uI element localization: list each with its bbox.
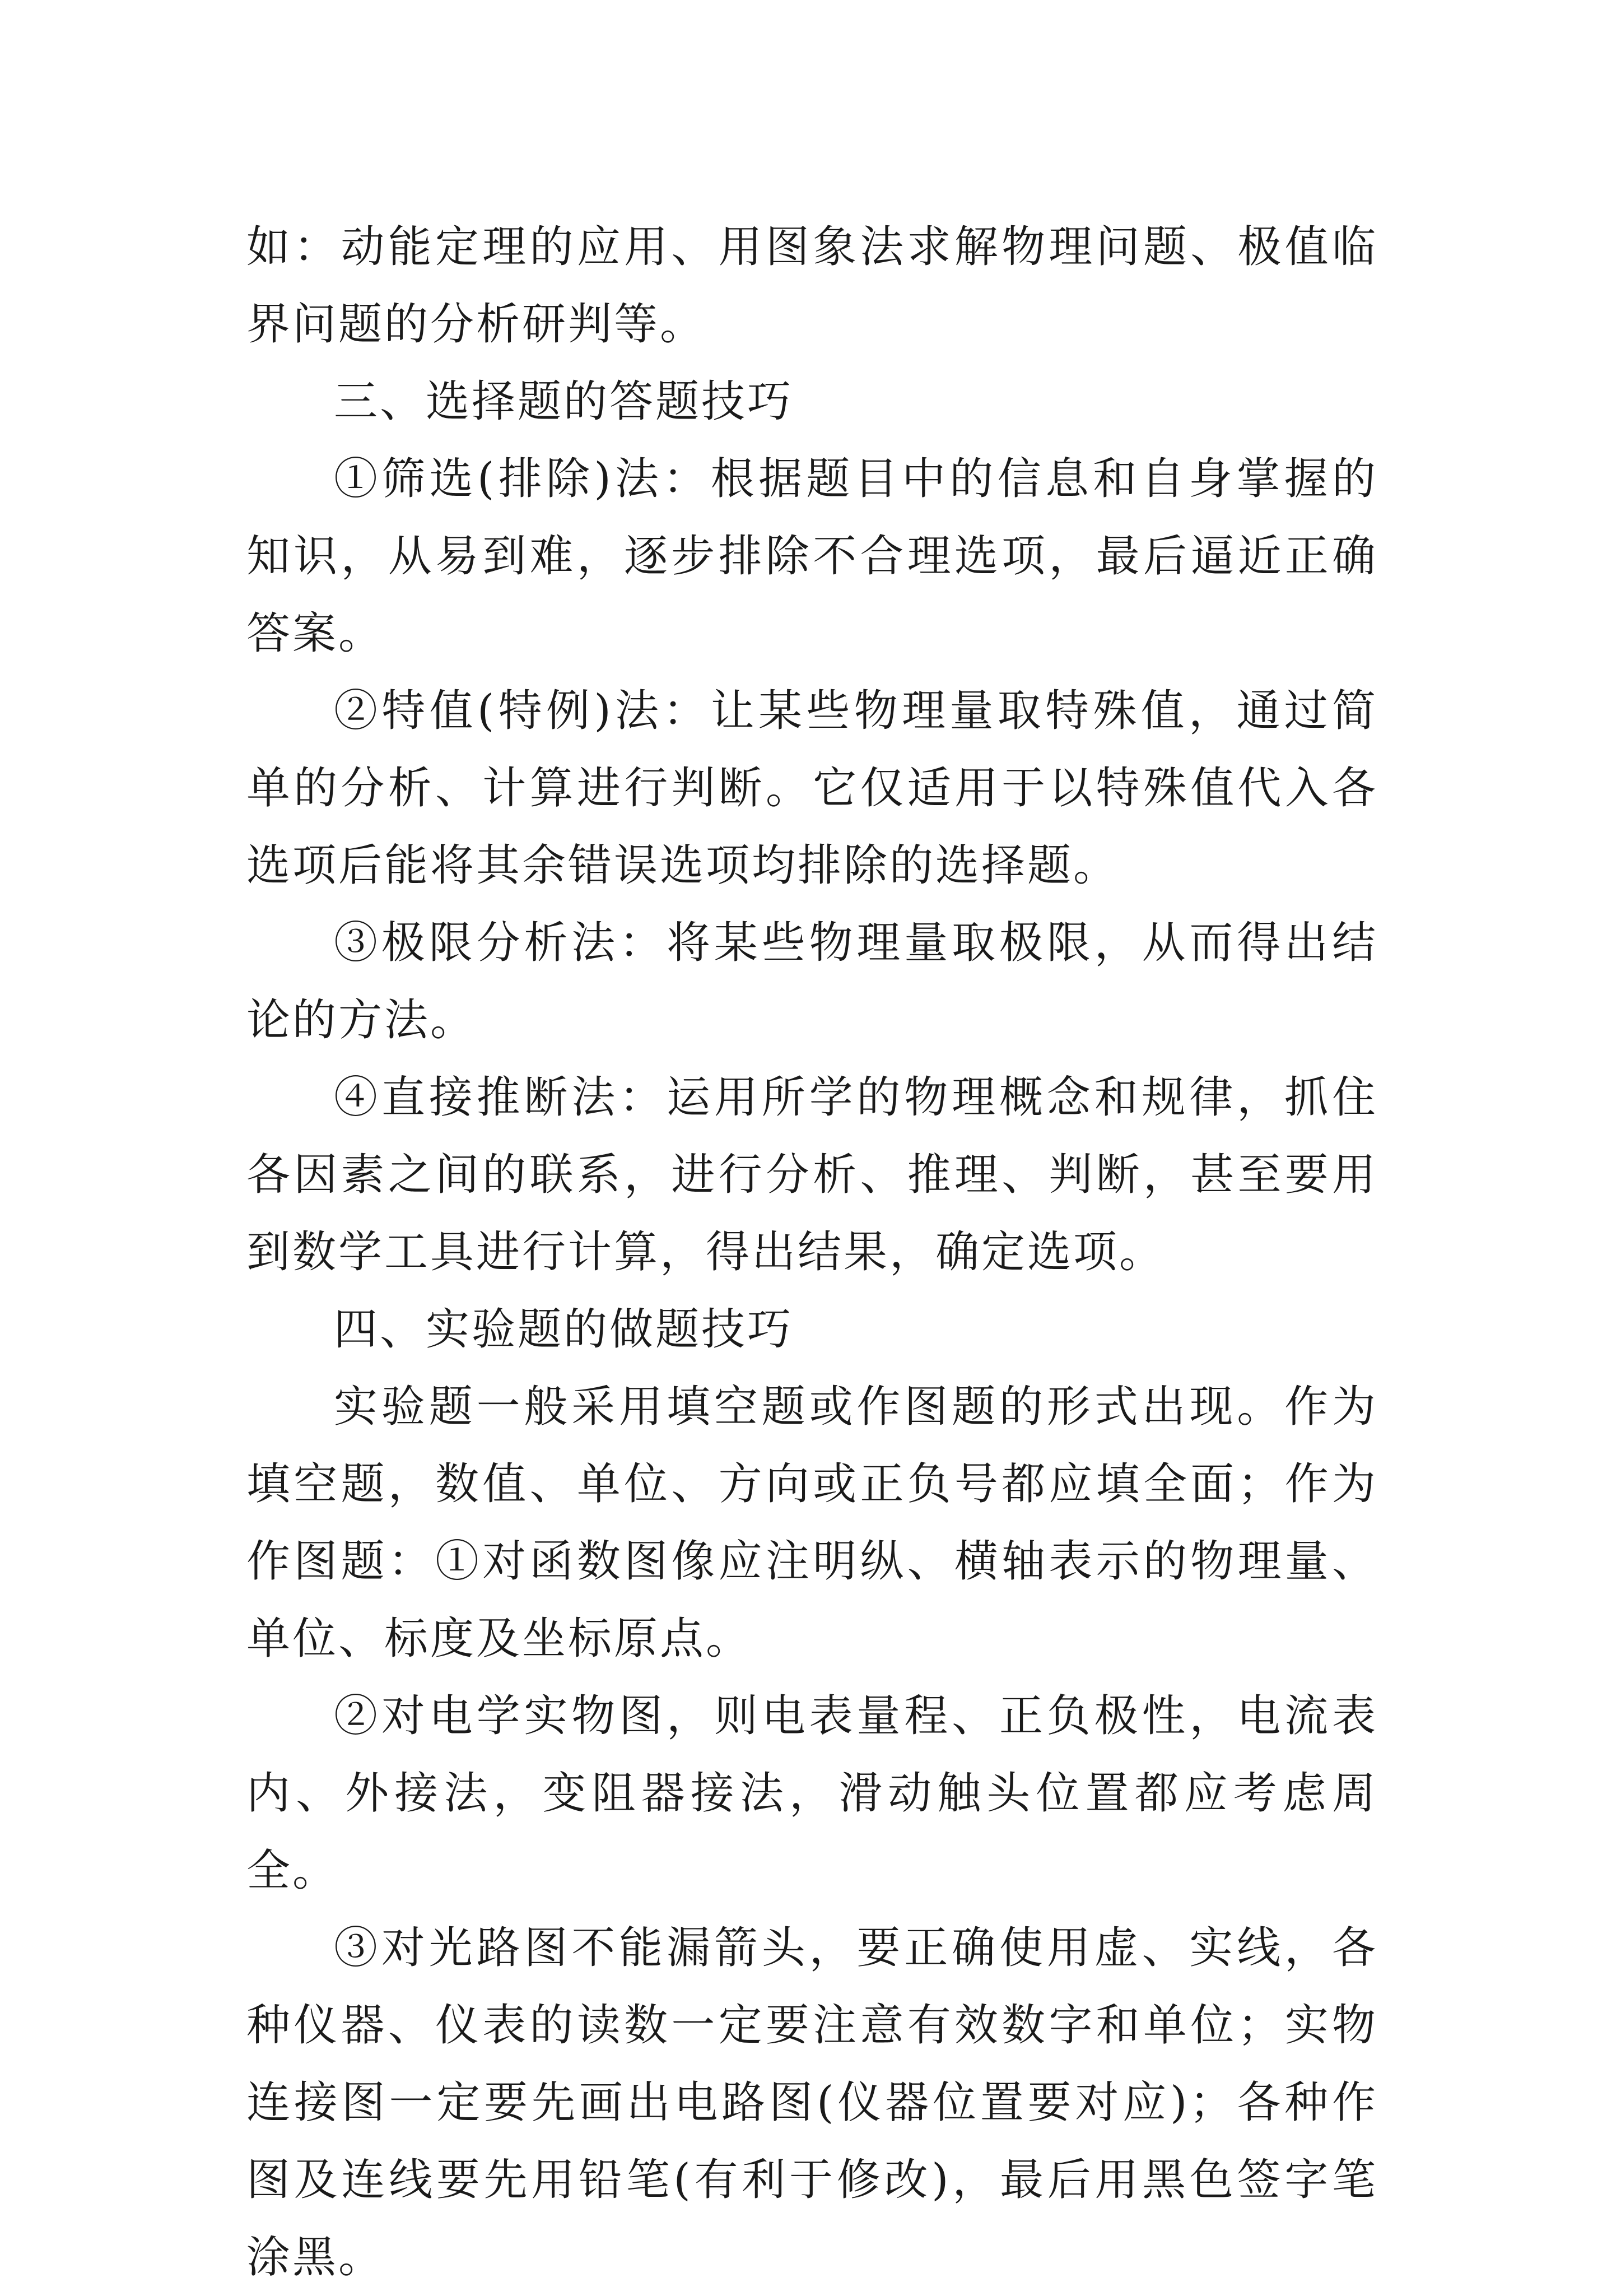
paragraph-electrical-diagram: ②对电学实物图，则电表量程、正负极性，电流表内、外接法，变阻器接法，滑动触头位置都应考虑周全。 xyxy=(246,1691,1378,1896)
paragraph-direct-inference-method: ④直接推断法：运用所学的物理概念和规律，抓住各因素之间的联系，进行分析、推理、判断，甚至要用到数学工具进行计算，得出结果，确定选项。 xyxy=(246,1072,1378,1277)
document-body xyxy=(246,208,1378,2296)
paragraph-experiment-intro: 实验题一般采用填空题或作图题的形式出现。作为填空题，数值、单位、方向或正负号都应填全面；作为作图题：①对函数图像应注明纵、横轴表示的物理量、单位、标度及坐标原点。 xyxy=(246,1382,1378,1664)
paragraph-continuation: 如：动能定理的应用、用图象法求解物理问题、极值临界问题的分析研判等。 xyxy=(246,222,1378,350)
paragraph-limit-analysis-method: ③极限分析法：将某些物理量取极限，从而得出结论的方法。 xyxy=(246,918,1378,1045)
section-heading-choice-questions: 三、选择题的答题技巧 xyxy=(334,377,794,427)
paragraph-special-value-method: ②特值(特例)法：让某些物理量取特殊值，通过简单的分析、计算进行判断。它仅适用于以特殊值代入各选项后能将其余错误选项均排除的选择题。 xyxy=(246,686,1378,891)
paragraph-optical-diagram: ③对光路图不能漏箭头，要正确使用虚、实线，各种仪器、仪表的读数一定要注意有效数字和单位；实物连接图一定要先画出电路图(仪器位置要对应)；各种作图及连线要先用铅笔(有利于修改)，最后用黑色签字笔涂黑。 xyxy=(246,1923,1378,2283)
section-heading-experiment-questions: 四、实验题的做题技巧 xyxy=(334,1304,794,1355)
paragraph-elimination-method: ①筛选(排除)法：根据题目中的信息和自身掌握的知识，从易到难，逐步排除不合理选项，最后逼近正确答案。 xyxy=(246,454,1378,659)
